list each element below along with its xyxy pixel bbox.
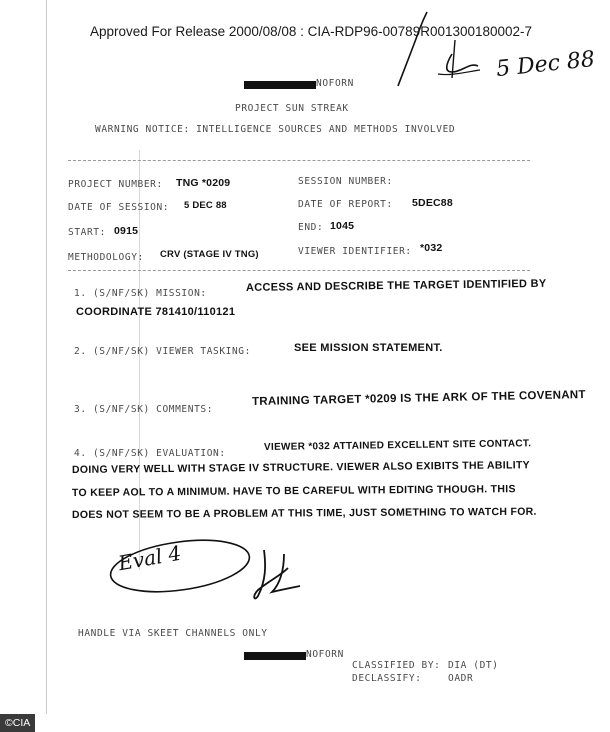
mission-label: 1. (S/NF/SK) MISSION: <box>74 288 207 299</box>
comments-label: 3. (S/NF/SK) COMMENTS: <box>74 404 214 415</box>
start-value: 0915 <box>114 225 139 237</box>
evaluation-line: TO KEEP AOL TO A MINIMUM. HAVE TO BE CAREFUL WITH EDITING THOUGH. THIS <box>71 483 516 499</box>
tasking-value: SEE MISSION STATEMENT. <box>294 342 443 354</box>
viewer-identifier-label: VIEWER IDENTIFIER: <box>298 246 412 257</box>
date-of-session-label: DATE OF SESSION: <box>68 202 170 213</box>
separator-rule <box>68 270 530 271</box>
session-number-label: SESSION NUMBER: <box>298 176 393 187</box>
fold-line <box>139 150 140 570</box>
evaluation-line: DOES NOT SEEM TO BE A PROBLEM AT THIS TIME, JUST SOMETHING TO WATCH FOR. <box>71 505 537 521</box>
project-number-value: TNG *0209 <box>176 177 231 189</box>
date-of-session-value: 5 DEC 88 <box>184 200 227 211</box>
tasking-label: 2. (S/NF/SK) VIEWER TASKING: <box>74 346 251 357</box>
start-label: START: <box>68 227 106 238</box>
separator-rule <box>68 160 530 161</box>
mission-coordinate: COORDINATE 781410/110121 <box>76 306 236 318</box>
date-of-report-value: 5DEC88 <box>412 197 453 209</box>
redaction-bar <box>244 81 316 89</box>
date-of-report-label: DATE OF REPORT: <box>298 199 393 210</box>
redaction-bar <box>244 652 306 660</box>
eval-note: Eval 4 <box>116 540 183 576</box>
margin-line <box>46 0 47 714</box>
signature-mark <box>244 540 324 620</box>
classified-by-value: DIA (DT) <box>448 660 499 671</box>
image-credit: ©CIA <box>0 714 35 732</box>
viewer-identifier-value: *032 <box>420 242 443 254</box>
declassify-label: DECLASSIFY: <box>352 673 422 684</box>
end-label: END: <box>298 222 324 233</box>
evaluation-line: DOING VERY WELL WITH STAGE IV STRUCTURE. VIEWER ALSO EXIBITS THE ABILITY <box>71 459 531 476</box>
classification-bottom: NOFORN <box>306 649 344 660</box>
classified-by-label: CLASSIFIED BY: <box>352 660 441 671</box>
project-number-label: PROJECT NUMBER: <box>68 179 163 190</box>
methodology-value: CRV (STAGE IV TNG) <box>160 249 259 260</box>
handwritten-date: 5 Dec 88 <box>494 46 597 83</box>
end-value: 1045 <box>330 220 355 232</box>
evaluation-line: VIEWER *032 ATTAINED EXCELLENT SITE CONTACT. <box>263 438 532 453</box>
warning-notice: WARNING NOTICE: INTELLIGENCE SOURCES AND METHODS INVOLVED <box>95 124 456 135</box>
classification-top: NOFORN <box>316 78 354 89</box>
handling-caveat: HANDLE VIA SKEET CHANNELS ONLY <box>78 628 268 639</box>
project-title: PROJECT SUN STREAK <box>235 103 349 114</box>
evaluation-label: 4. (S/NF/SK) EVALUATION: <box>74 448 226 459</box>
declassify-value: OADR <box>448 673 474 684</box>
release-header: Approved For Release 2000/08/08 : CIA-RDP96-00789R001300180002-7 <box>90 24 533 39</box>
mission-line: ACCESS AND DESCRIBE THE TARGET IDENTIFIED BY <box>245 277 547 294</box>
methodology-label: METHODOLOGY: <box>68 252 144 263</box>
comments-value: TRAINING TARGET *0209 IS THE ARK OF THE COVENANT <box>251 389 586 408</box>
